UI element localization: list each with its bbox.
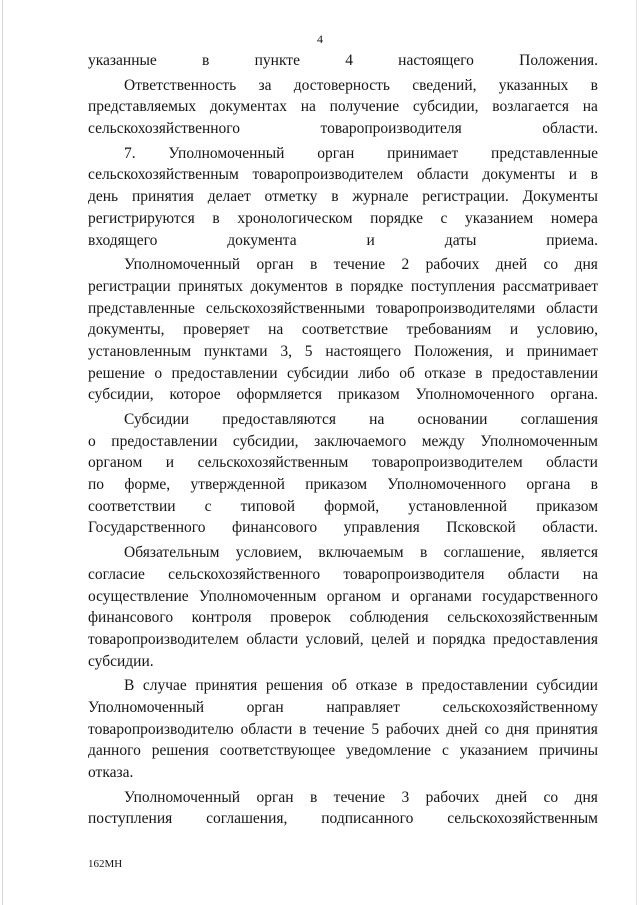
word: 2 (401, 256, 410, 274)
word: хронологическом (237, 209, 353, 227)
word: поступления (410, 277, 496, 295)
word: является (540, 544, 598, 562)
word: соответствующее (219, 742, 336, 760)
word: и (509, 321, 519, 339)
word: либо (358, 364, 390, 382)
word: с (204, 497, 212, 515)
text-line: входящего документа и даты приема. (88, 231, 598, 249)
word: течение (333, 788, 386, 806)
paragraph (88, 50, 598, 72)
text-line (88, 787, 598, 809)
word: Уполномоченный (124, 788, 241, 806)
word: сведений, (412, 76, 477, 94)
word: порядка (432, 630, 486, 648)
word: орган (256, 788, 294, 806)
word: дней (495, 788, 528, 806)
text-line (88, 629, 598, 651)
paragraph (88, 254, 598, 406)
word: причины (538, 742, 598, 760)
word: с (441, 742, 449, 760)
word: Субсидии (124, 411, 190, 428)
word: органом (88, 454, 143, 472)
word: области (416, 166, 469, 184)
word: номера (550, 209, 598, 227)
text-line (88, 75, 598, 97)
text-line (88, 586, 598, 608)
word: Уполномоченный (88, 698, 205, 716)
word: пунктами (203, 342, 268, 360)
word: данного (88, 742, 141, 760)
word: органами (409, 587, 472, 605)
word: предоставления (493, 630, 598, 648)
text-line: сельскохозяйственного товаропроизводителя области. (88, 120, 598, 138)
word: и (416, 630, 425, 648)
text-line (88, 254, 598, 276)
word: Уполномоченный (168, 144, 285, 162)
word: 3 (401, 788, 410, 806)
word: условий, (305, 630, 364, 648)
word: со (543, 788, 559, 806)
word: решение (88, 364, 145, 382)
word: товаропроизводителя (343, 565, 485, 583)
word: области (546, 299, 598, 317)
word: документы, (88, 321, 165, 339)
word: согласие (88, 565, 145, 583)
text-line (88, 697, 598, 719)
text-line (88, 740, 598, 762)
word: достоверность (293, 76, 390, 94)
word: типовой (240, 497, 296, 515)
text-line: поступления соглашения, подписанного сельскохозяйственным (88, 810, 598, 828)
text-line (88, 143, 598, 165)
word: принятых (178, 277, 243, 295)
text-line (88, 96, 598, 118)
text-line: субсидии. (88, 652, 154, 670)
word: по (88, 476, 105, 494)
word: целей (371, 630, 410, 648)
word: предоставляются (222, 411, 336, 428)
word: субсидии (286, 364, 349, 382)
text-line: Государственного финансового управления Псковской области. (88, 519, 598, 537)
word: предоставлении (111, 432, 218, 450)
word: рабочих (425, 788, 480, 806)
text-line (88, 474, 598, 496)
word: отказе (424, 364, 466, 382)
word: журнале (352, 188, 409, 206)
word: проверок (270, 609, 332, 627)
word: области (546, 454, 598, 472)
word: уведомление (346, 742, 432, 760)
word: соответствие (301, 321, 389, 339)
text-line (88, 607, 598, 629)
word: 5 (304, 342, 313, 360)
word: о (88, 432, 96, 450)
paragraph (88, 787, 598, 830)
word: области (246, 630, 299, 648)
word: В (124, 677, 135, 695)
word: представленные (491, 144, 598, 162)
word: орган (317, 144, 355, 162)
word: Ответственность (124, 76, 237, 94)
word: субсидии, (412, 98, 479, 116)
word: дней (495, 256, 528, 274)
word: со (484, 720, 500, 738)
word: установленной (408, 497, 508, 515)
page-number: 4 (317, 32, 323, 46)
word: дня (574, 256, 598, 274)
text-line (88, 496, 598, 518)
word: Уполномоченный (124, 256, 241, 274)
paragraph (88, 75, 598, 140)
word: рабочих (385, 720, 440, 738)
word: о (154, 364, 163, 382)
word: сельскохозяйственным (88, 166, 239, 184)
word: 5 (371, 720, 380, 738)
text-line (88, 208, 598, 230)
word: соглашение, (443, 544, 525, 562)
word: документов (250, 277, 328, 295)
word: предоставлении (491, 364, 598, 382)
word: требованиям (406, 321, 492, 339)
word: указанием (465, 209, 534, 227)
word: в (475, 364, 483, 382)
word: соответствии (88, 497, 176, 515)
text-line (88, 319, 598, 341)
word: на (369, 411, 385, 428)
scan-edge-left (2, 0, 3, 905)
word: и (391, 587, 400, 605)
word: на (268, 321, 284, 339)
word: формой, (324, 497, 380, 515)
paragraph (88, 675, 598, 783)
text-line (88, 186, 598, 208)
word: дня (505, 720, 530, 738)
word: контроля (191, 609, 252, 627)
word: регистрации. (422, 188, 509, 206)
word: в (590, 476, 598, 494)
word: представленные (88, 299, 195, 317)
word: принятия (195, 677, 258, 695)
word: и (505, 342, 514, 360)
word: органом (326, 587, 382, 605)
word: регистрируются (88, 209, 195, 227)
word: Уполномоченным (198, 587, 317, 605)
word: сельскохозяйственными (205, 299, 365, 317)
word: и (165, 454, 175, 472)
word: Обязательным (124, 544, 220, 562)
word: отказе (355, 677, 398, 695)
word: об (331, 677, 348, 695)
document-body (88, 50, 598, 830)
footer-code: 162МН (88, 858, 123, 870)
word: и (568, 166, 578, 184)
word: приказом (305, 476, 368, 494)
word: течение (313, 720, 365, 738)
word: отметку (264, 188, 318, 206)
word: орган (256, 256, 294, 274)
word: условию, (536, 321, 598, 339)
word: предоставлении (171, 364, 278, 382)
word: Уполномоченного (387, 476, 507, 494)
paragraph (88, 143, 598, 251)
word: в (590, 76, 598, 94)
text-line (88, 719, 598, 741)
word: в (299, 720, 307, 738)
word: товаропроизводителями (375, 299, 536, 317)
word: субсидии, (232, 432, 299, 450)
word: в (419, 544, 428, 562)
word: товаропроизводителем (88, 630, 239, 648)
scan-edge-right (636, 0, 637, 905)
word: принятия (131, 188, 194, 206)
paragraph (88, 542, 598, 672)
word: случае (142, 677, 187, 695)
text-line (88, 675, 598, 697)
paragraph (88, 409, 598, 539)
text-line: отказа. (88, 764, 134, 781)
word: приказом (536, 497, 598, 515)
word: субсидии (536, 677, 598, 695)
word: орган (246, 698, 284, 716)
word: принятия (535, 720, 598, 738)
word: товаропроизводителем (371, 454, 523, 472)
word: течение (333, 256, 386, 274)
word: регистрации (88, 277, 171, 295)
text-line: субсидии, которое оформляется приказом Уполномоченного органа. (88, 386, 598, 404)
word: товаропроизводителю (88, 720, 234, 738)
word: области (507, 565, 560, 583)
word: на (300, 98, 316, 116)
word: в (405, 677, 414, 695)
text-line: указанные в пункте 4 настоящего Положения. (88, 52, 598, 69)
word: сельскохозяйственного (168, 565, 321, 583)
text-line (88, 452, 598, 474)
text-line (88, 564, 598, 586)
text-line (88, 341, 598, 363)
text-line (88, 409, 598, 431)
text-line (88, 542, 598, 564)
word: об (399, 364, 415, 382)
word: возлагается (492, 98, 570, 116)
word: за (258, 76, 272, 94)
word: в (212, 209, 220, 227)
word: принимает (387, 144, 459, 162)
word: в (309, 788, 318, 806)
word: порядке (350, 277, 404, 295)
word: основании (417, 411, 488, 428)
word: Документы (522, 188, 598, 206)
word: сельскохозяйственным (447, 609, 598, 627)
word: документах (209, 98, 287, 116)
text-line (88, 363, 598, 385)
word: настоящего (325, 342, 402, 360)
word: соблюдения (349, 609, 429, 627)
word: рассматривает (502, 277, 598, 295)
word: дня (574, 788, 598, 806)
word: принимает (526, 342, 598, 360)
word: проверяет (183, 321, 250, 339)
word: соглашения (520, 411, 598, 428)
word: 7. (124, 144, 136, 162)
word: товаропроизводителем (252, 166, 404, 184)
word: Положения, (413, 342, 493, 360)
word: дней (446, 720, 478, 738)
word: сельскохозяйственным (197, 454, 349, 472)
word: сельскохозяйственному (442, 698, 598, 716)
word: порядке (370, 209, 423, 227)
word: получение (329, 98, 400, 116)
word: на (582, 565, 598, 583)
word: делает (207, 188, 251, 206)
word: с (440, 209, 448, 227)
word: на (582, 98, 598, 116)
word: указанием (459, 742, 528, 760)
word: финансового (88, 609, 174, 627)
word: со (543, 256, 559, 274)
word: области (240, 720, 293, 738)
word: между (421, 432, 465, 450)
text-line (88, 298, 598, 320)
word: рабочих (425, 256, 480, 274)
word: в (309, 256, 318, 274)
text-line (88, 276, 598, 298)
word: государственного (482, 587, 598, 605)
word: в (331, 188, 339, 206)
word: решения (265, 677, 323, 695)
word: направляет (326, 698, 400, 716)
word: предоставлении (421, 677, 528, 695)
word: представляемых (88, 98, 197, 116)
word: в (590, 166, 598, 184)
word: документы (482, 166, 556, 184)
word: включаемым (318, 544, 404, 562)
word: 3, (280, 342, 292, 360)
word: осуществление (88, 587, 189, 605)
word: утвержденной (190, 476, 285, 494)
word: органа (526, 476, 571, 494)
word: решения (151, 742, 209, 760)
word: Уполномоченным (480, 432, 598, 450)
word: заключаемого (314, 432, 407, 450)
word: форме, (124, 476, 171, 494)
word: указанных (498, 76, 569, 94)
word: день (88, 188, 119, 206)
word: условием, (235, 544, 303, 562)
word: в (335, 277, 343, 295)
text-line (88, 164, 598, 186)
word: установленным (88, 342, 192, 360)
text-line (88, 431, 598, 453)
